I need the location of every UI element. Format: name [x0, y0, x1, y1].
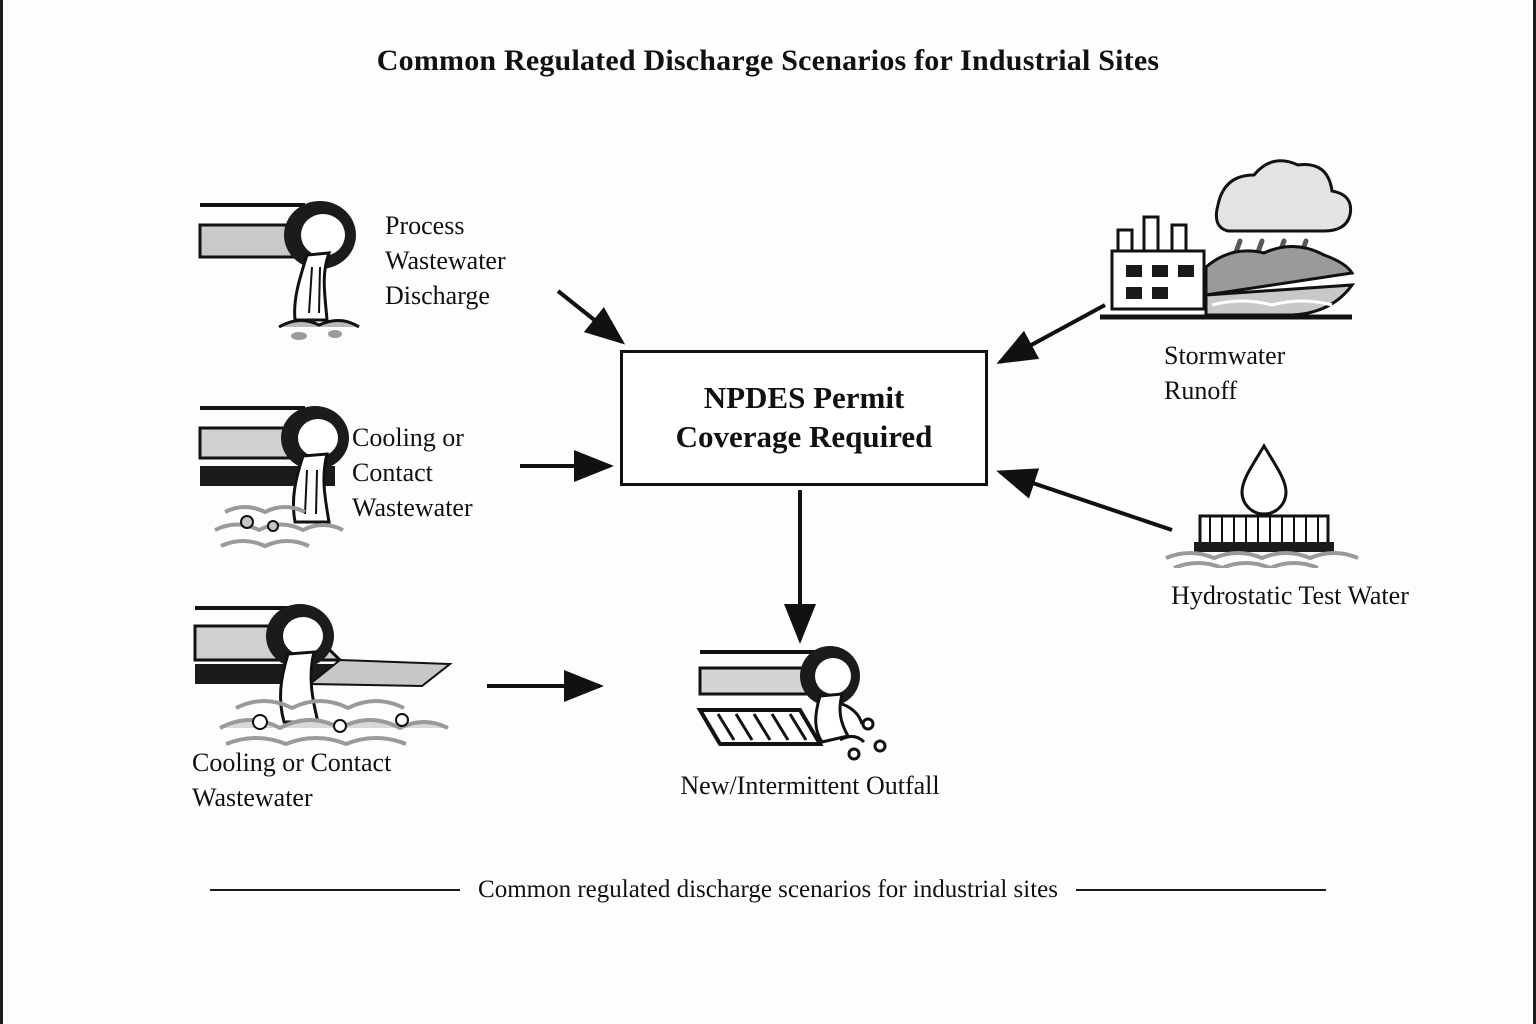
factory-rain-cloud-icon — [1100, 155, 1360, 330]
node-label-cooling-contact-wastewater-2: Cooling or Contact Wastewater — [192, 748, 392, 813]
caption-rule-right — [1076, 889, 1326, 891]
page-title: Common Regulated Discharge Scenarios for Industrial Sites — [376, 44, 1160, 77]
outfall-pipe-icon — [190, 600, 480, 755]
outfall-pipe-grate-icon — [690, 640, 940, 770]
node-label-process-wastewater: Process Wastewater Discharge — [385, 211, 506, 311]
node-label-hydrostatic-test-water: Hydrostatic Test Water — [1171, 581, 1409, 610]
node-label-stormwater-runoff: Stormwater Runoff — [1164, 341, 1286, 406]
node-label-cooling-contact-wastewater-1: Cooling or Contact Wastewater — [352, 423, 473, 523]
outfall-pipe-icon — [195, 195, 375, 345]
center-node-line2: Coverage Required — [675, 419, 933, 454]
caption-text: Common regulated discharge scenarios for industrial sites — [478, 876, 1058, 903]
center-node-npdes-permit[interactable] — [620, 350, 988, 486]
center-node-line1: NPDES Permit — [703, 380, 905, 416]
node-label-new-intermittent-outfall: New/Intermittent Outfall — [680, 771, 940, 800]
water-droplet-tank-icon — [1160, 438, 1370, 568]
caption — [0, 876, 1536, 904]
caption-rule-left — [210, 889, 460, 891]
